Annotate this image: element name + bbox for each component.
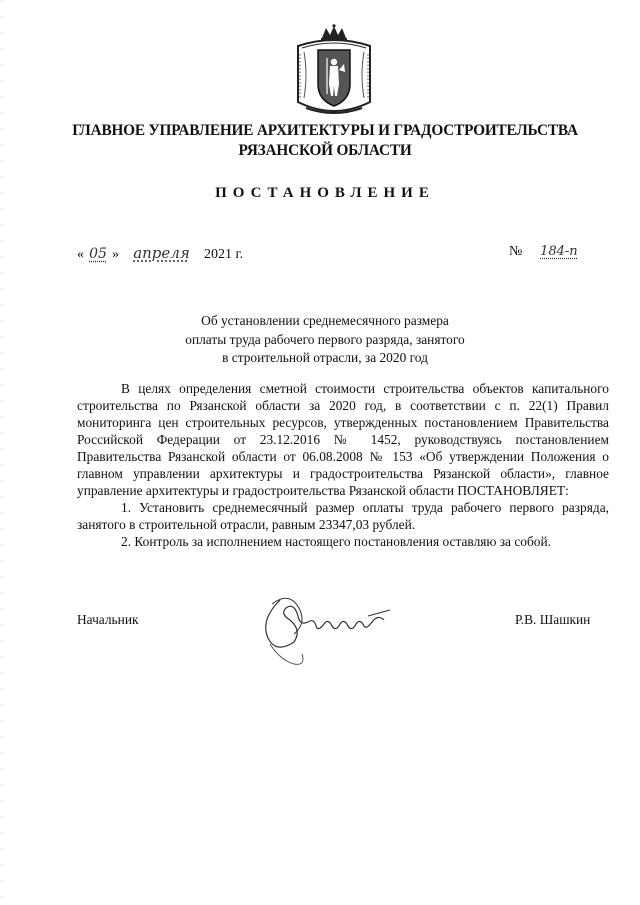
document-body <box>77 380 609 550</box>
ryazan-coat-of-arms-icon <box>292 24 376 122</box>
document-subject <box>160 312 490 368</box>
document-date <box>77 244 243 263</box>
organization-name <box>60 121 590 161</box>
date-day: 05 <box>89 246 107 262</box>
document-type-title: ПОСТАНОВЛЕНИЕ <box>215 185 435 201</box>
document-number <box>509 244 592 260</box>
date-month: апреля <box>133 244 190 262</box>
date-open-quote: « <box>77 247 84 262</box>
subject-line-2: оплаты труда рабочего первого разряда, занятого <box>185 331 465 347</box>
number-label: № <box>509 244 523 259</box>
number-value: 184-п <box>540 244 578 259</box>
body-item-1: 1. Установить среднемесячный размер оплаты труда рабочего первого разряда, занятого в строительной отрасли, равным 23347,03 рублей. <box>77 500 609 532</box>
handwritten-signature <box>250 590 410 670</box>
body-preamble: В целях определения сметной стоимости строительства объектов капитального строительства по Рязанской области за 2020 год, в соответствии с п. 22(1) Правил мониторинга цен строительных ресурсов, утвержденных постановлением Правительства Российской Федерации от 23.12.2016 № 1452, руководствуясь постановлением Правительства Рязанской области от 06.08.2008 № 153 «Об утверждении Положения о главном управлении архитектуры и градостроительства Рязанской области», главное управление архитектуры и градостроительства Рязанской области ПОСТАНОВЛЯЕТ: <box>77 381 609 498</box>
organization-line-2: РЯЗАНСКОЙ ОБЛАСТИ <box>238 142 412 159</box>
scan-edge-marks <box>0 0 3 905</box>
body-item-2: 2. Контроль за исполнением настоящего постановления оставляю за собой. <box>121 534 552 549</box>
date-year: 2021 г. <box>204 247 244 262</box>
organization-line-1: ГЛАВНОЕ УПРАВЛЕНИЕ АРХИТЕКТУРЫ И ГРАДОСТРОИТЕЛЬСТВА <box>72 122 578 139</box>
date-close-quote: » <box>112 247 119 262</box>
signatory-title: Начальник <box>77 612 139 627</box>
signatory-name: Р.В. Шашкин <box>515 612 591 627</box>
subject-line-3: в строительной отрасли, за 2020 год <box>222 350 428 365</box>
subject-line-1: Об установлении среднемесячного размера <box>201 313 449 328</box>
